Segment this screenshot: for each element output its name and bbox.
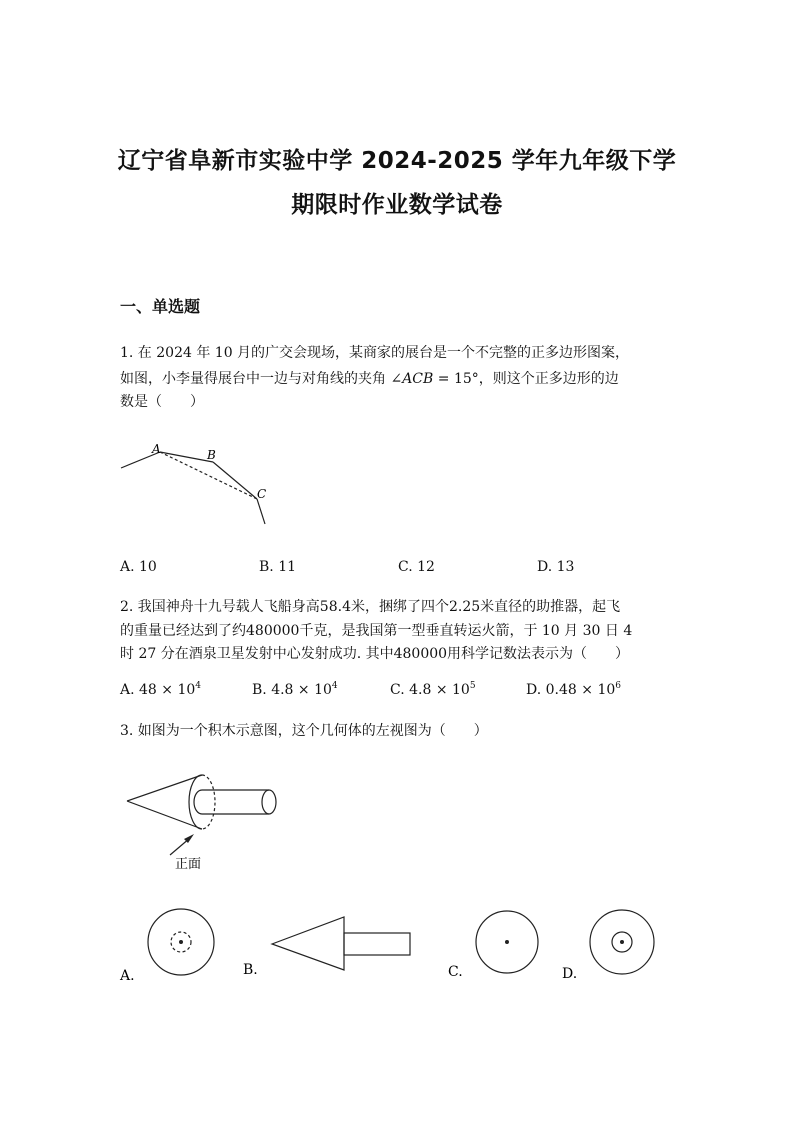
exam-title-line-1: 辽宁省阜新市实验中学 2024-2025 学年九年级下学 — [117, 148, 677, 174]
q2-text-line-3: 时 27 分在酒泉卫星发射中心发射成功. 其中480000用科学记数法表示为（ ） — [120, 646, 630, 662]
q2-option-c: C. $4.8 \times 10^5$ — [390, 681, 476, 698]
q1-text-line-2: 如图，小李量得展台中一边与对角线的夹角 ∠ACB = 15°，则这个正多边形的边 — [120, 371, 619, 387]
vertex-label-b: B — [207, 448, 216, 462]
q3-option-c-label: C. — [448, 964, 463, 980]
q1-option-d: D. 13 — [537, 559, 575, 575]
q3-option-b-figure — [272, 917, 410, 970]
q3-option-d-label: D. — [562, 966, 578, 982]
q1-text-line-1: 1. 在 2024 年 10 月的广交会现场，某商家的展台是一个不完整的正多边形图案， — [120, 345, 630, 361]
q3-text-line-1: 3. 如图为一个积木示意图，这个几何体的左视图为（ ） — [120, 723, 488, 739]
section-heading: 一、单选题 — [120, 297, 201, 316]
q1-text-line-3: 数是（ ） — [120, 394, 204, 410]
q2-option-d: D. $0.48 \times 10^6$ — [526, 681, 621, 698]
exam-title-line-2: 期限时作业数学试卷 — [291, 192, 503, 218]
q3-option-b-label: B. — [243, 962, 258, 978]
q3-option-a-label: A. — [120, 968, 135, 984]
q1-option-c: C. 12 — [398, 559, 435, 575]
angle-variable: ACB — [402, 371, 434, 387]
q1-option-b: B. 11 — [259, 559, 297, 575]
q2-option-a: A. $48 \times 10^4$ — [120, 681, 202, 698]
vertex-label-a: A — [152, 442, 161, 456]
q2-text-line-2: 的重量已经达到了约480000千克，是我国第一型垂直转运火箭，于 10 月 30 日 4 — [120, 623, 633, 639]
front-view-label: 正面 — [175, 857, 202, 872]
q1-option-a: A. 10 — [120, 559, 157, 575]
q2-option-b: B. $4.8 \times 10^4$ — [252, 681, 338, 698]
q2-text-line-1: 2. 我国神舟十九号载人飞船身高58.4米，捆绑了四个2.25米直径的助推器，起飞 — [120, 599, 621, 615]
vertex-label-c: C — [257, 487, 267, 501]
